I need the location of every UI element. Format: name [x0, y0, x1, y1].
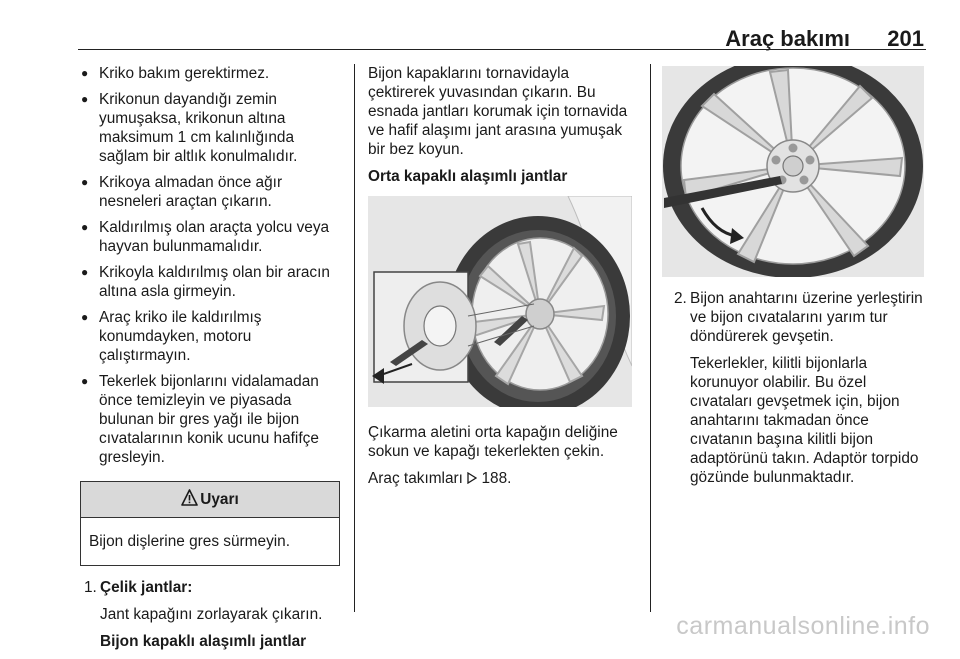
header-rule	[78, 49, 926, 50]
step-number: 2.	[674, 290, 687, 307]
subheading: Bijon kapaklı alaşımlı jantlar	[100, 633, 307, 650]
list-item: ● Krikoya almadan önce ağır nesneleri araçtan çıkarın.	[78, 173, 340, 211]
step-text: Jant kapağını zorlayarak çıkarın.	[100, 606, 323, 623]
warning-box	[80, 481, 340, 566]
subheading: Orta kapaklı alaşımlı jantlar	[368, 168, 568, 185]
list-item: ● Krikoyla kaldırılmış olan bir aracın altına asla girmeyin.	[78, 263, 340, 301]
bullet-list	[78, 64, 340, 467]
cross-reference-page: 188.	[481, 470, 512, 487]
list-item: ● Krikonun dayandığı zemin yumuşaksa, krikonun altına maksimum 1 cm kalınlığında sağlam bir altlık konulmalıdır.	[78, 90, 340, 166]
list-item: ● Tekerlek bijonlarını vidalamadan önce temizleyin ve piyasada bulunan bir gres yağı ile bijon cıvatalarının konik ucunu hafifçe gresleyin.	[78, 372, 340, 467]
watermark: carmanualsonline.info	[676, 612, 930, 640]
step-2	[668, 289, 930, 487]
center-cap-removal-figure	[368, 196, 632, 407]
list-item: ● Kriko bakım gerektirmez.	[78, 64, 340, 83]
list-item: ● Kaldırılmış olan araçta yolcu veya hayvan bulunmamalıdır.	[78, 218, 340, 256]
column-divider-left	[354, 64, 355, 612]
warning-header	[81, 482, 339, 518]
arrow-reference-icon	[467, 470, 477, 482]
section-title: Araç bakımı	[725, 26, 850, 51]
page-number: 201	[887, 26, 924, 51]
wheel-wrench-figure	[662, 66, 924, 277]
warning-triangle-icon	[181, 489, 198, 506]
step-title: Çelik jantlar:	[100, 579, 193, 596]
step-note: Tekerlekler, kilitli bijonlarla korunuyor olabilir. Bu özel cıvataları gevşetmek için, bijon anahtarını takmadan önce cıvatanın başına kilitli bijon adaptörünü takın. Adaptör torpido gözünde bulunmaktadır.	[690, 355, 919, 486]
middle-column	[368, 64, 636, 496]
list-item: ● Araç kriko ile kaldırılmış konumdayken, motoru çalıştırmayın.	[78, 308, 340, 365]
paragraph: Çıkarma aletini orta kapağın deliğine sokun ve kapağı tekerlekten çekin.	[368, 424, 618, 460]
step-text: Bijon anahtarını üzerine yerleştirin ve bijon cıvatalarını yarım tur döndürerek gevşetin.	[690, 290, 923, 345]
paragraph: Bijon kapaklarını tornavidayla çektirerek yuvasından çıkarın. Bu esnada jantları korumak için tornavida ve hafif alaşımı jant arasına yumuşak bir bez koyun.	[368, 65, 628, 158]
warning-title: Uyarı	[200, 491, 239, 508]
warning-text: Bijon dişlerine gres sürmeyin.	[89, 533, 291, 550]
left-column	[78, 64, 340, 659]
cross-reference	[368, 469, 636, 488]
cross-reference-text: Araç takımları	[368, 470, 463, 487]
right-column	[668, 289, 930, 495]
step-number: 1.	[84, 579, 97, 596]
column-divider-right	[650, 64, 651, 612]
